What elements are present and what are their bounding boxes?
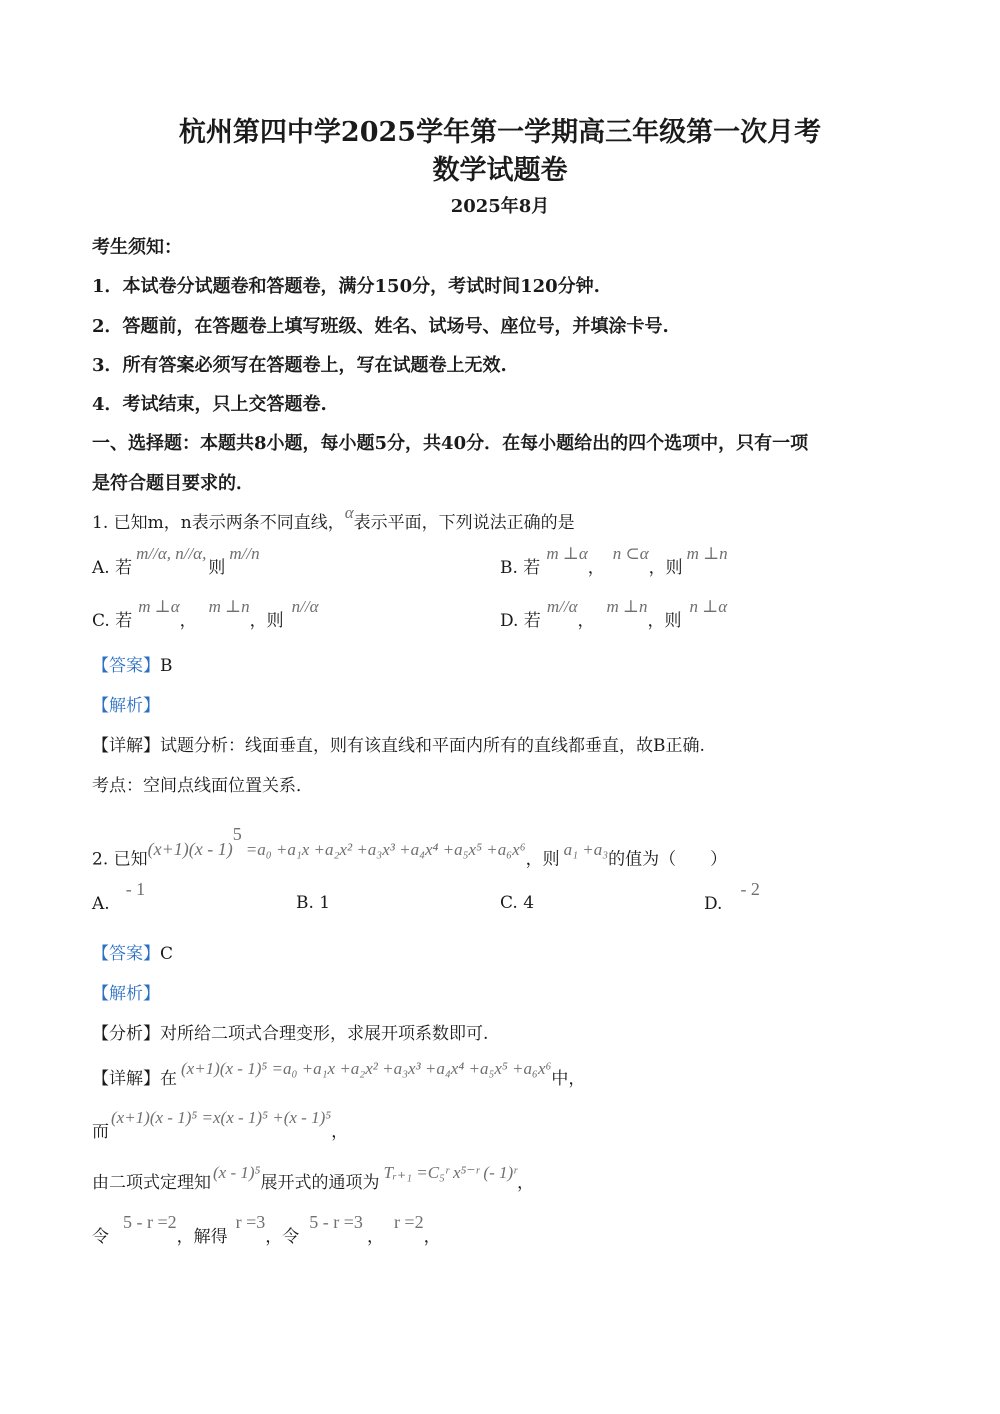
- q1-detail: 【详解】试题分析：线面垂直，则有该直线和平面内所有的直线都垂直，故B正确.: [92, 736, 705, 756]
- q2-ling-line: 令5 - r =2，解得r =3，令5 - r =3，r =2，: [92, 1212, 441, 1247]
- q2-er-line: 而(x+1)(x - 1)⁵ =x(x - 1)⁵ +(x - 1)⁵，: [92, 1108, 349, 1142]
- q2-fenxi: 【分析】对所给二项式合理变形，求展开项系数即可.: [92, 1024, 489, 1044]
- notice-item-1: 1．本试卷分试题卷和答题卷，满分150分，考试时间120分钟.: [92, 276, 600, 297]
- q1-option-d: D. 若m//α，m ⊥n，则n ⊥α: [500, 597, 728, 631]
- q2-detail: 【详解】在(x+1)(x - 1)⁵ =a₀ +a₁x +a₂x² +a₃x³ +a₄x⁴ +a₅x⁵ +a₆x⁶中，: [92, 1059, 586, 1089]
- notice-heading: 考生须知：: [92, 237, 182, 258]
- q2-binomial-line: 由二项式定理知(x - 1)⁵展开式的通项为Tᵣ₊₁ =C₅ʳ x⁵⁻ʳ (- 1)ʳ，: [92, 1163, 534, 1193]
- q2-stem: 2. 已知(x+1)(x - 1)$^5$=a₀ +a₁x +a₂x² +a₃x³ +a₄x⁴ +a₅x⁵ +a₆x⁶，则a₁ +a₃的值为（ ）: [92, 824, 728, 870]
- q2-option-c: C. 4: [500, 893, 535, 913]
- exam-date: 2025年8月: [450, 196, 550, 217]
- q2-analysis-tag: 【解析】: [92, 984, 160, 1004]
- section-heading-line2: 是符合题目要求的．: [92, 473, 254, 494]
- q2-option-b: B. 1: [296, 893, 331, 913]
- q1-option-b: B. 若m ⊥α，n ⊂α，则m ⊥n: [500, 544, 728, 578]
- q2-option-d: D.- 2: [704, 879, 760, 914]
- exam-title: 杭州第四中学2025学年第一学期高三年级第一次月考: [178, 117, 822, 148]
- q2-option-a: A.- 1: [92, 879, 146, 914]
- q1-kaodian: 考点：空间点线面位置关系．: [92, 776, 313, 796]
- q1-option-a: A. 若m//α, n//α,则m//n: [92, 544, 260, 578]
- notice-item-3: 3．所有答案必须写在答题卷上，写在试题卷上无效.: [92, 355, 507, 376]
- q2-answer: 【答案】C: [92, 944, 174, 964]
- notice-item-2: 2．答题前，在答题卷上填写班级、姓名、试场号、座位号，并填涂卡号.: [92, 316, 669, 337]
- q1-answer: 【答案】B: [92, 656, 173, 676]
- q1-stem: 1. 已知m，n表示两条不同直线，α表示平面，下列说法正确的是: [92, 503, 575, 533]
- q1-option-c: C. 若m ⊥α，m ⊥n，则n//α: [92, 597, 319, 631]
- notice-item-4: 4．考试结束，只上交答题卷.: [92, 394, 327, 415]
- q1-analysis-tag: 【解析】: [92, 696, 160, 716]
- section-heading-line1: 一、选择题：本题共8小题，每小题5分，共40分．在每小题给出的四个选项中，只有一项: [92, 433, 809, 454]
- exam-subtitle: 数学试题卷: [432, 155, 568, 186]
